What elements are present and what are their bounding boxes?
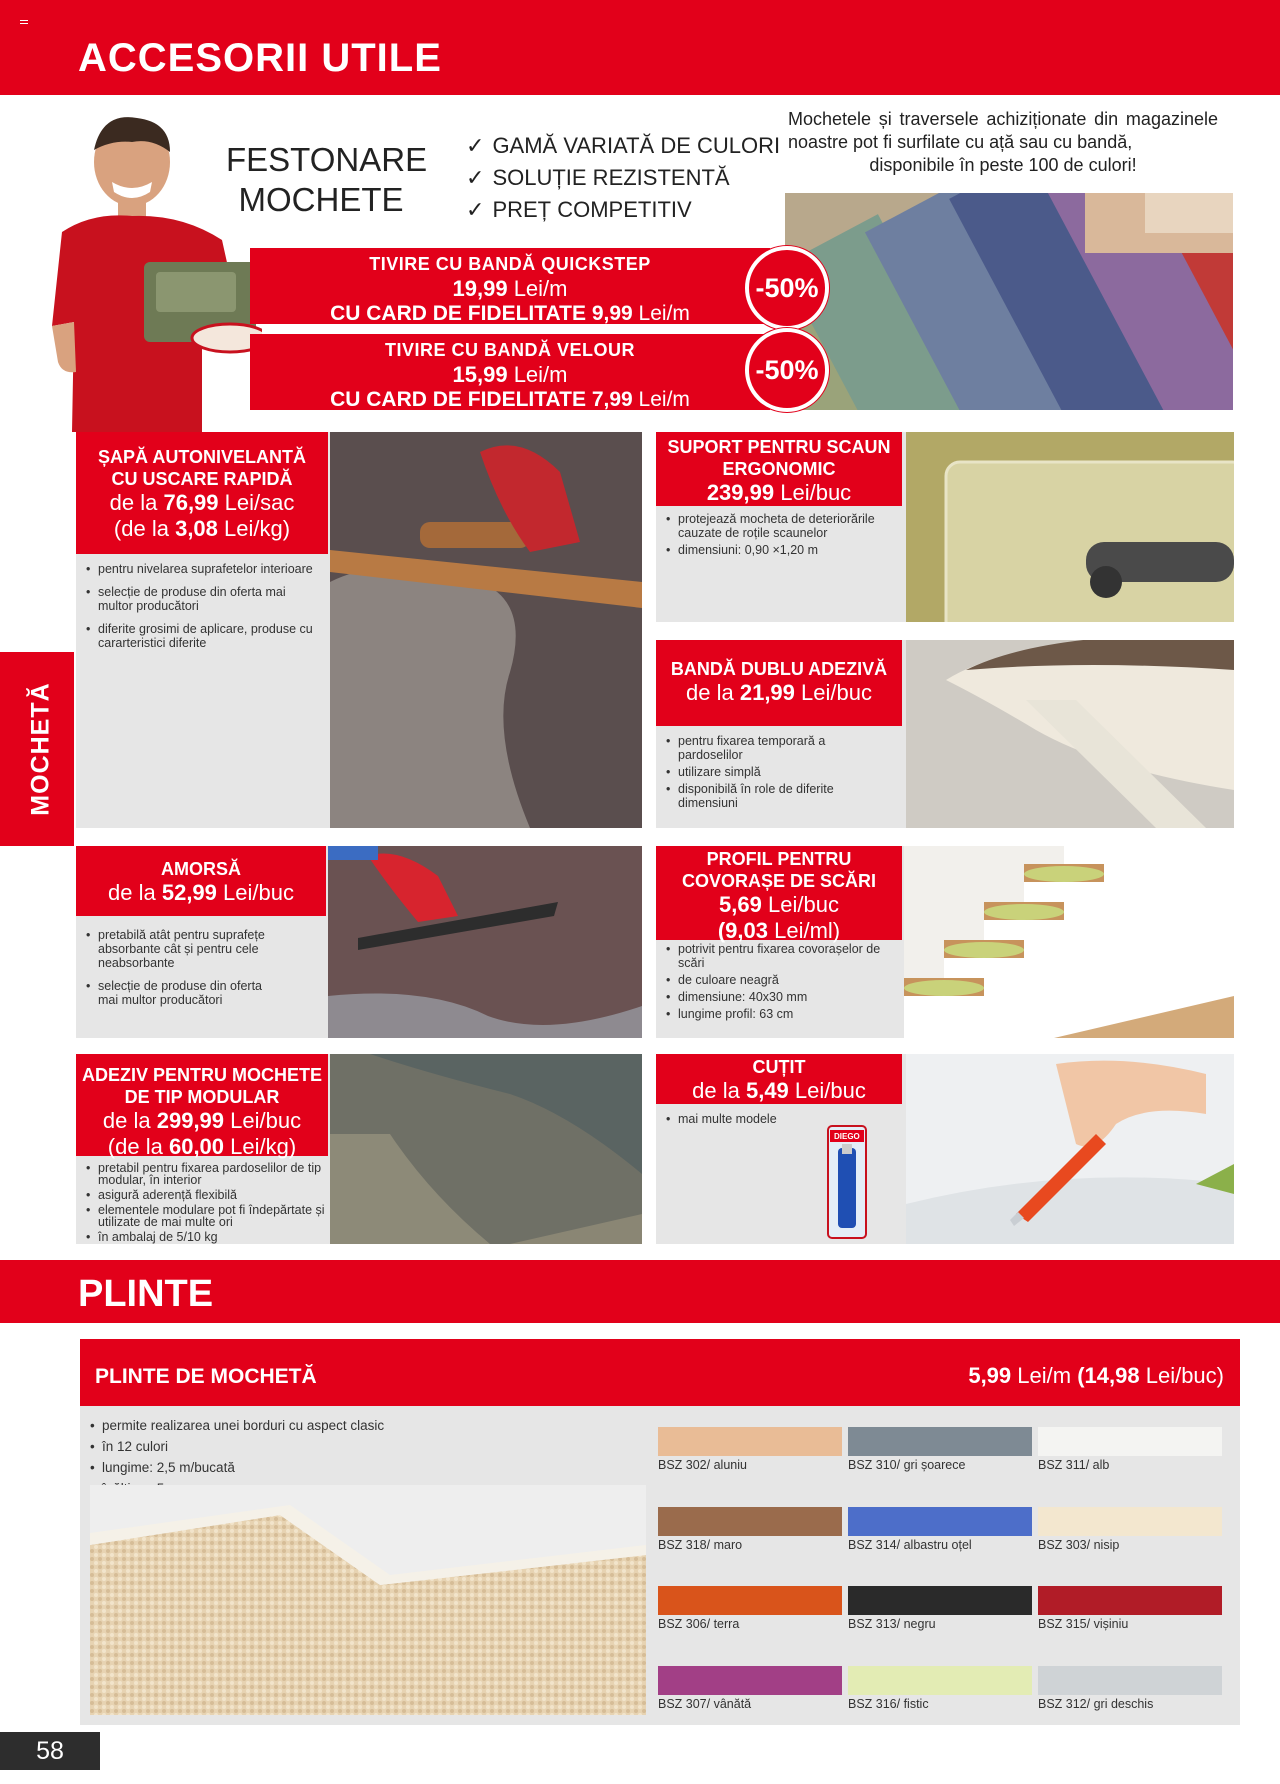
product-card-cutit (656, 1054, 1234, 1244)
feature-item: • lungime: 2,5 m/bucată (90, 1457, 384, 1478)
color-swatch (1038, 1507, 1222, 1552)
product-price: 76,99 (163, 490, 219, 515)
feature-item: • utilizare simplă (666, 765, 892, 779)
discount-badge: -50% (745, 246, 829, 330)
swatch-label: BSZ 318/ maro (658, 1538, 743, 1552)
swatch-chip (848, 1666, 1032, 1695)
feature-item: • disponibilă în role de diferite dimensiuni (666, 782, 892, 810)
product-title: AMORSĂ (161, 859, 241, 879)
feature-list (666, 942, 892, 1024)
swatch-chip (1038, 1427, 1222, 1456)
swatch-label: BSZ 306/ terra (658, 1617, 740, 1631)
card-label: CU CARD DE FIDELITATE (330, 302, 586, 325)
product-header (76, 1054, 328, 1159)
product-title: CU USCARE RAPIDĂ (111, 469, 293, 489)
price-prefix: de la (102, 1108, 151, 1133)
price-unit: Lei/buc (794, 1078, 866, 1103)
card-unit: Lei/m (638, 302, 690, 325)
product-title: CUȚIT (752, 1057, 806, 1077)
benefit-item: ✓ PREȚ COMPETITIV (466, 194, 780, 226)
swatch-chip (848, 1586, 1032, 1615)
price-unit: Lei/buc) (1145, 1363, 1224, 1388)
swatch-label: BSZ 310/ gri șoarece (848, 1458, 966, 1472)
hero-title (226, 140, 428, 220)
card-price: 9,99 (591, 302, 633, 325)
hero-description (788, 108, 1218, 177)
product-photo-suport (906, 432, 1234, 622)
product-title: SUPORT PENTRU SCAUN (667, 437, 891, 457)
product-header (76, 846, 326, 916)
product-title: ȘAPĂ AUTONIVELANTĂ (97, 447, 306, 467)
product-header (656, 640, 902, 726)
product-price: 3,08 (175, 516, 218, 541)
price-unit: Lei/buc (801, 680, 872, 705)
product-card-banda (656, 640, 1234, 828)
feature-item: • pentru fixarea temporară a pardoselilor (666, 734, 892, 762)
product-price: 21,99 (739, 680, 795, 705)
product-card-adeziv (76, 1054, 642, 1244)
color-swatch (1038, 1666, 1222, 1711)
feature-item: • pentru nivelarea suprafetelor interioare (86, 562, 316, 576)
feature-item: • pretabil pentru fixarea pardoselilor de tip modular, în interior (86, 1162, 326, 1186)
product-price: 299,99 (156, 1108, 225, 1133)
color-swatch (1038, 1427, 1222, 1472)
product-header (76, 432, 328, 554)
benefit-item: ✓ SOLUȚIE REZISTENTĂ (466, 162, 780, 194)
plinte-header (80, 1339, 1240, 1406)
card-label: CU CARD DE FIDELITATE (330, 388, 586, 411)
swatch-chip (658, 1507, 842, 1536)
price-unit: Lei/m (1017, 1363, 1072, 1388)
package-logo: DIEGO (834, 1132, 860, 1141)
plinte-photo (90, 1485, 646, 1715)
price-prefix: de la (686, 680, 734, 705)
swatch-label: BSZ 303/ nisip (1038, 1538, 1120, 1552)
cutter-package-photo (826, 1124, 868, 1240)
feature-item: • dimensiuni: 0,90 ×1,20 m (666, 543, 892, 557)
offer-unit: Lei/m (513, 362, 568, 387)
feature-item: • protejează mocheta de deteriorările cauzate de roțile scaunelor (666, 512, 892, 540)
price-unit: Lei/buc (223, 880, 294, 905)
swatch-chip (658, 1586, 842, 1615)
feature-item: • în 12 culori (90, 1436, 384, 1457)
offer-banner-velour (250, 334, 770, 410)
color-swatch (848, 1666, 1032, 1711)
hero-description-main: Mochetele și traversele achiziționate din magazinele noastre pot fi surfilate cu ață sau cu bandă, (788, 109, 1218, 152)
price-prefix: de la (108, 880, 156, 905)
feature-list (86, 562, 316, 659)
swatch-label: BSZ 312/ gri deschis (1038, 1697, 1154, 1711)
product-header (656, 432, 902, 506)
offer-title: TIVIRE CU BANDĂ VELOUR (384, 340, 635, 360)
price-prefix: (de la (113, 516, 169, 541)
swatch-label: BSZ 314/ albastru oțel (848, 1538, 972, 1552)
feature-item: • selecție de produse din oferta mai multor producători (86, 585, 316, 613)
category-side-tab (0, 652, 74, 846)
product-header (656, 1054, 902, 1104)
price-unit: Lei/buc (780, 480, 852, 505)
product-price: (9,03 (717, 918, 768, 943)
product-title: BANDĂ DUBLU ADEZIVĂ (670, 659, 888, 679)
product-title: DE TIP MODULAR (124, 1087, 280, 1107)
color-swatch (658, 1427, 842, 1472)
offer-banner-quickstep (250, 248, 770, 324)
feature-list (666, 734, 892, 813)
product-card-suport (656, 432, 1234, 622)
product-header (656, 846, 902, 943)
feature-item: • lungime profil: 63 cm (666, 1007, 892, 1021)
product-photo-banda (906, 640, 1234, 828)
feature-item: • de culoare neagră (666, 973, 892, 987)
color-swatch (1038, 1586, 1222, 1631)
color-swatch (848, 1427, 1032, 1472)
menu-mark-icon (20, 20, 28, 24)
price-prefix: de la (692, 1078, 740, 1103)
offer-title: TIVIRE CU BANDĂ QUICKSTEP (369, 254, 651, 274)
feature-list (666, 512, 892, 560)
product-photo-sapa (330, 432, 642, 828)
swatch-label: BSZ 313/ negru (848, 1617, 936, 1631)
carpet-samples-photo (785, 193, 1233, 410)
swatch-chip (658, 1666, 842, 1695)
product-price: 5,69 (719, 892, 762, 917)
swatch-label: BSZ 316/ fistic (848, 1697, 929, 1711)
feature-item: • elementele modulare pot fi îndepărtate și utilizate de mai multe ori (86, 1204, 326, 1228)
page-number: 58 (0, 1732, 100, 1770)
page-title: ACCESORII UTILE (78, 36, 442, 80)
product-card-amorsa (76, 846, 642, 1038)
benefit-list (466, 130, 780, 226)
swatch-label: BSZ 307/ vânătă (658, 1697, 752, 1711)
swatch-chip (658, 1427, 842, 1456)
feature-item: • pretabilă atât pentru suprafețe absorbante cât și pentru cele neabsorbante (86, 928, 266, 970)
product-card-sapa (76, 432, 642, 828)
swatch-chip (1038, 1666, 1222, 1695)
feature-item: • asigură aderență flexibilă (86, 1189, 326, 1201)
hero-title-line2: MOCHETE (238, 181, 404, 218)
color-swatch (658, 1507, 842, 1552)
product-photo-profil (904, 846, 1234, 1038)
color-swatch (658, 1666, 842, 1711)
category-label: MOCHETĂ (26, 682, 55, 816)
card-price: 7,99 (591, 388, 633, 411)
product-title: ERGONOMIC (722, 459, 836, 479)
product-photo-adeziv (330, 1054, 642, 1244)
offer-price: 15,99 (452, 362, 508, 387)
feature-item: • selecție de produse din oferta mai multor producători (86, 979, 266, 1007)
feature-item: • mai multe modele (666, 1112, 892, 1126)
feature-item: • în ambalaj de 5/10 kg (86, 1231, 326, 1243)
benefit-item: ✓ GAMĂ VARIATĂ DE CULORI (466, 130, 780, 162)
swatch-chip (1038, 1586, 1222, 1615)
plinte-price (968, 1363, 1224, 1389)
feature-list (86, 928, 266, 1016)
feature-item: • dimensiune: 40x30 mm (666, 990, 892, 1004)
product-photo-cutit (906, 1054, 1234, 1244)
discount-badge: -50% (745, 328, 829, 412)
product-card-profil (656, 846, 1234, 1038)
color-swatch (848, 1586, 1032, 1631)
feature-list (86, 1162, 326, 1246)
product-price: 60,00 (168, 1134, 225, 1159)
card-unit: Lei/m (638, 388, 690, 411)
swatch-chip (848, 1507, 1032, 1536)
product-price: 52,99 (161, 880, 217, 905)
price-unit: Lei/sac (224, 490, 295, 515)
hero-title-line1: FESTONARE (226, 141, 428, 178)
product-price: 5,99 (968, 1363, 1012, 1388)
product-price: 239,99 (706, 480, 775, 505)
feature-item: • potrivit pentru fixarea covorașelor de scări (666, 942, 892, 970)
feature-item: • permite realizarea unei borduri cu aspect clasic (90, 1415, 384, 1436)
product-photo-amorsa (328, 846, 642, 1038)
product-title: PROFIL PENTRU (706, 849, 852, 869)
price-unit: Lei/buc (230, 1108, 302, 1133)
product-title: COVORAȘE DE SCĂRI (681, 871, 877, 891)
feature-item: • diferite grosimi de aplicare, produse cu cararteristici diferite (86, 622, 316, 650)
product-price: 5,49 (745, 1078, 789, 1103)
color-swatch (848, 1507, 1032, 1552)
product-title: ADEZIV PENTRU MOCHETE (81, 1065, 322, 1085)
plinte-section-bar (0, 1260, 1280, 1323)
swatch-chip (848, 1427, 1032, 1456)
swatch-label: BSZ 315/ vișiniu (1038, 1617, 1129, 1631)
swatch-label: BSZ 302/ aluniu (658, 1458, 747, 1472)
price-prefix: de la (109, 490, 158, 515)
color-swatch (658, 1586, 842, 1631)
swatch-label: BSZ 311/ alb (1038, 1458, 1110, 1472)
price-unit: Lei/buc (768, 892, 839, 917)
swatch-chip (1038, 1507, 1222, 1536)
price-unit: Lei/ml) (774, 918, 841, 943)
product-title: PLINTE DE MOCHETĂ (95, 1365, 317, 1388)
price-prefix: (de la (107, 1134, 163, 1159)
section-title: PLINTE (78, 1273, 214, 1315)
product-price: (14,98 (1077, 1363, 1140, 1388)
price-unit: Lei/kg) (224, 516, 291, 541)
hero-description-last: disponibile în peste 100 de culori! (869, 155, 1137, 175)
offer-unit: Lei/m (513, 276, 568, 301)
price-unit: Lei/kg) (230, 1134, 297, 1159)
offer-price: 19,99 (452, 276, 508, 301)
header-bar (0, 0, 1280, 95)
